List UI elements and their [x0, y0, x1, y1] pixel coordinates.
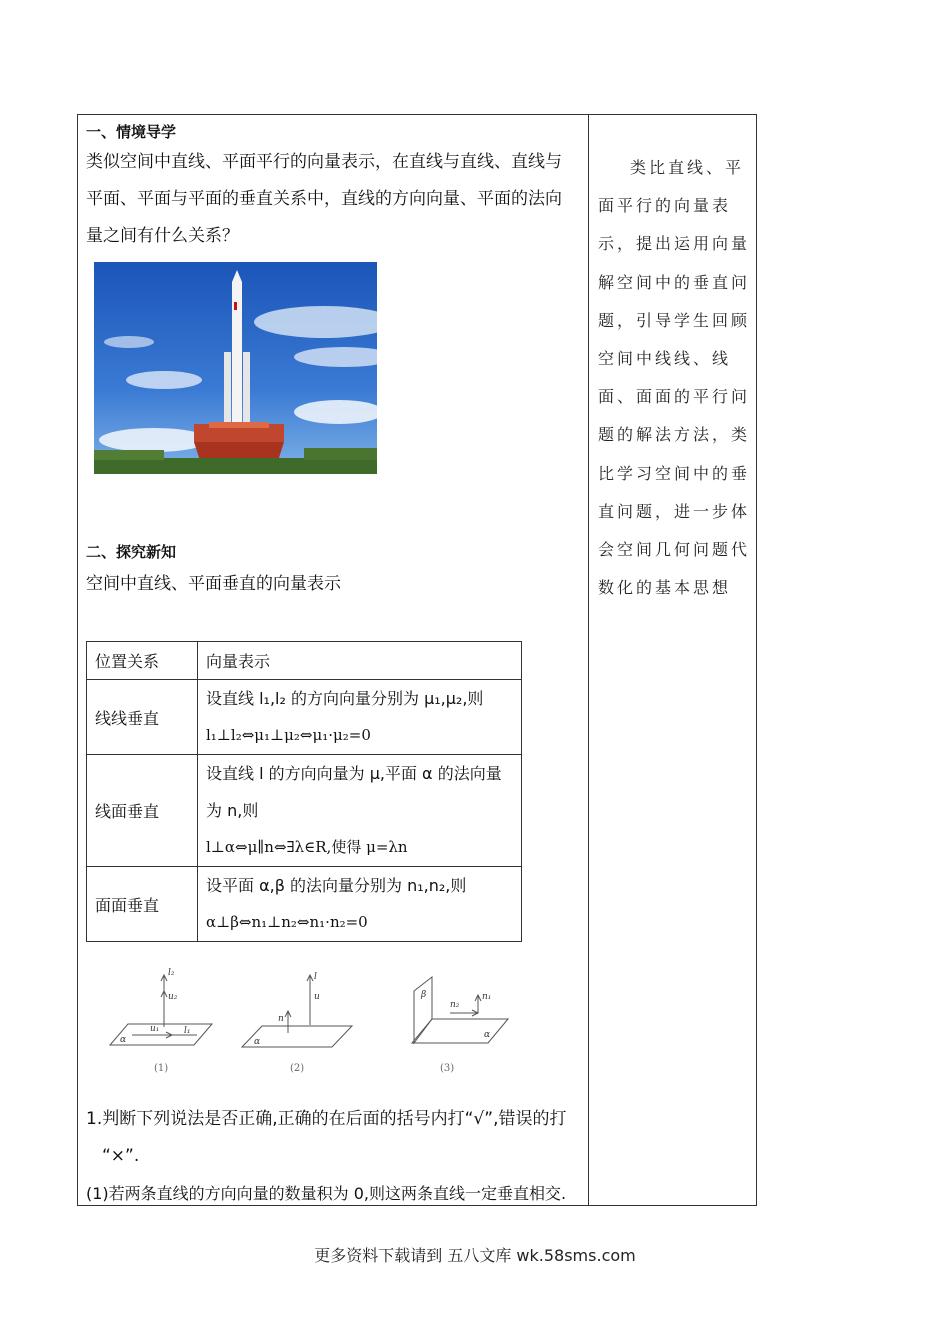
rocket-launch-photo [94, 262, 377, 474]
header-cell: 向量表示 [198, 642, 522, 680]
fig2-label-l: l [314, 972, 317, 982]
content-table-frame [77, 114, 757, 1206]
fig3-label-n1: n₁ [482, 992, 492, 1002]
notes-line: 会空间几何问题代 [598, 540, 751, 560]
fig2-label-n: n [278, 1014, 284, 1024]
fig3-caption: (3) [440, 1063, 455, 1074]
page-footer: 更多资料下载请到 五八文库 wk.58sms.com [314, 1246, 636, 1265]
fig3-label-n2: n₂ [450, 1000, 460, 1010]
fig2-label-plane: α [254, 1037, 261, 1047]
intro-paragraph: 类似空间中直线、平面平行的向量表示，在直线与直线、直线与平面、平面与平面的垂直关系中，直线的方向向量、平面的法向量之间有什么关系？ [86, 152, 562, 246]
relation-formula [198, 867, 522, 942]
relation-name: 面面垂直 [87, 867, 198, 942]
exercise-intro-line2: “×”. [102, 1146, 140, 1166]
header-cell: 位置关系 [87, 642, 198, 680]
exercise-item-1: (1)若两条直线的方向向量的数量积为 0,则这两条直线一定垂直相交. [86, 1184, 567, 1203]
fig3-label-plane: α [484, 1030, 491, 1040]
table-header-row [87, 642, 522, 680]
fig1-caption: (1) [154, 1063, 169, 1074]
section-subtitle: 空间中直线、平面垂直的向量表示 [86, 574, 341, 594]
notes-line: 解空间中的垂直问 [598, 272, 751, 292]
notes-line: 空间中线线、线 [598, 349, 732, 369]
notes-line: 类比直线、平 [630, 158, 745, 177]
diagram-figures [102, 967, 512, 1091]
fig1-label-u: u₂ [168, 992, 178, 1002]
notes-line: 数化的基本思想 [598, 578, 732, 598]
relation-formula [198, 680, 522, 755]
fig2-label-u: u [314, 992, 320, 1002]
rocket-image [94, 262, 377, 474]
fig3-label-beta: β [421, 990, 427, 1000]
notes-line: 比学习空间中的垂 [598, 463, 751, 483]
formula-line: 设直线 l₁,l₂ 的方向向量分别为 μ₁,μ₂,则 [206, 689, 484, 708]
fig1-label-plane: α [120, 1035, 127, 1045]
notes-line: 直问题，进一步体 [598, 501, 751, 521]
perpendicular-relations-table [86, 641, 522, 942]
teaching-notes-column [598, 149, 750, 607]
section-heading-1: 一、情境导学 [86, 123, 177, 141]
notes-line: 题的解法方法，类 [598, 425, 751, 445]
notes-line: 示，提出运用向量 [598, 234, 751, 254]
perpendicular-diagrams [102, 967, 512, 1091]
formula-line: l₁⊥l₂⇔μ₁⊥μ₂⇔μ₁·μ₂=0 [206, 726, 371, 744]
notes-line: 面、面面的平行问 [598, 387, 751, 407]
formula-line: l⊥α⇔μ∥n⇔∃λ∈R,使得 μ=λn [206, 838, 408, 856]
relation-name: 线线垂直 [87, 680, 198, 755]
column-divider [588, 115, 589, 1205]
formula-line: 设平面 α,β 的法向量分别为 n₁,n₂,则 [206, 876, 467, 895]
relation-formula [198, 755, 522, 867]
exercise-intro-line1: 1.判断下列说法是否正确,正确的在后面的括号内打“√”,错误的打 [86, 1109, 567, 1129]
fig1-label-l1: l₁ [184, 1026, 191, 1036]
table-row [87, 680, 522, 755]
formula-line: 为 n,则 [206, 801, 259, 820]
formula-line: 设直线 l 的方向向量为 μ,平面 α 的法向量 [206, 764, 502, 783]
relation-name: 线面垂直 [87, 755, 198, 867]
notes-line: 面平行的向量表 [598, 196, 732, 216]
fig1-label-u1: u₁ [150, 1024, 160, 1034]
fig1-label-l: l₂ [168, 968, 175, 978]
section-heading-2: 二、探究新知 [86, 543, 177, 561]
notes-line: 题，引导学生回顾 [598, 310, 751, 330]
formula-line: α⊥β⇔n₁⊥n₂⇔n₁·n₂=0 [206, 913, 368, 931]
table-row [87, 867, 522, 942]
fig2-caption: (2) [290, 1063, 305, 1074]
table-row [87, 755, 522, 867]
